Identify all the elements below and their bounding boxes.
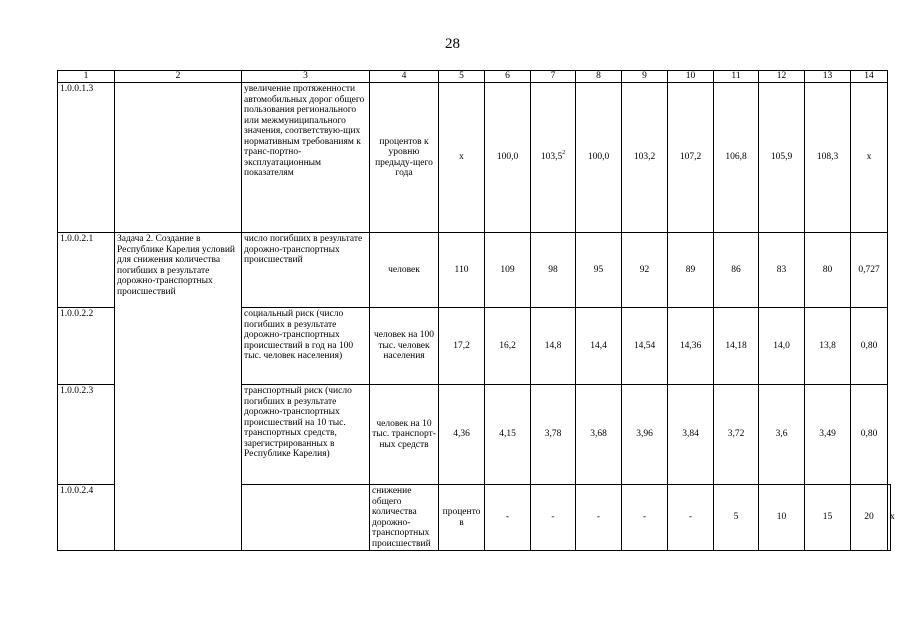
row-code: 1.0.0.2.2	[58, 308, 115, 385]
value-cell: 14,0	[759, 308, 805, 385]
indicator-name: транспортный риск (число погибших в результате дорожно-транспортных происшествий на 10 тыс. транспортных средств, зарегистрированных в Республике Карелия)	[242, 385, 370, 485]
value-cell: 15	[805, 485, 851, 551]
row-code: 1.0.0.2.3	[58, 385, 115, 485]
header-cell: 10	[668, 71, 714, 83]
value-cell: 105,9	[759, 83, 805, 233]
value-cell: 80	[805, 233, 851, 308]
value-cell: 0,80	[851, 308, 888, 385]
row-code: 1.0.0.1.3	[58, 83, 115, 233]
indicator-name: снижение общего количества дорожно-транспортных происшествий	[370, 485, 439, 551]
value-cell: 95	[576, 233, 622, 308]
header-cell: 1	[58, 71, 115, 83]
indicator-name: увеличение протяженности автомобильных дорог общего пользования регионального или межмуниципального значения, соответствую-щих нормативным требованиям к транс-портно-эксплуатационным показателям	[242, 83, 370, 233]
unit-cell: человек	[370, 233, 439, 308]
value-cell: 16,2	[485, 308, 531, 385]
page-number: 28	[445, 36, 460, 52]
header-cell: 3	[242, 71, 370, 83]
task-cell-empty	[242, 485, 370, 551]
header-cell: 7	[531, 71, 576, 83]
value-cell: 4,36	[439, 385, 485, 485]
value-cell: -	[485, 485, 531, 551]
value-cell: 83	[759, 233, 805, 308]
value-cell: 92	[622, 233, 668, 308]
table-row	[58, 83, 891, 233]
value-cell: 3,68	[576, 385, 622, 485]
task-cell: Задача 2. Создание в Республике Карелия условий для снижения количества погибших в результате дорожно-транспортных происшествий	[115, 233, 242, 551]
value-cell: -	[531, 485, 576, 551]
footnote-mark: 2	[562, 150, 566, 157]
indicator-name: социальный риск (число погибших в результате дорожно-транспортных происшествий в год на 100 тыс. человек населения)	[242, 308, 370, 385]
value-cell: 103,2	[622, 83, 668, 233]
header-cell: 2	[115, 71, 242, 83]
value-cell	[531, 83, 576, 233]
unit-cell: человек на 10 тыс. транспорт-ных средств	[370, 385, 439, 485]
value-cell: 109	[485, 233, 531, 308]
value-cell: 0,727	[851, 233, 888, 308]
header-cell: 8	[576, 71, 622, 83]
value-cell: 14,54	[622, 308, 668, 385]
unit-cell: процентов к уровню предыду-щего года	[370, 83, 439, 233]
header-row	[58, 71, 891, 83]
value-cell: -	[622, 485, 668, 551]
value-cell: 106,8	[714, 83, 759, 233]
value-cell: -	[668, 485, 714, 551]
indicators-table	[57, 70, 895, 551]
value-cell: 3,72	[714, 385, 759, 485]
value-cell: х	[439, 83, 485, 233]
value-cell: 14,36	[668, 308, 714, 385]
value-cell: 100,0	[576, 83, 622, 233]
value-cell: 20	[851, 485, 888, 551]
value-cell: 10	[759, 485, 805, 551]
value-cell: 100,0	[485, 83, 531, 233]
value-cell: 3,84	[668, 385, 714, 485]
header-cell: 12	[759, 71, 805, 83]
header-cell: 4	[370, 71, 439, 83]
value-cell: 17,2	[439, 308, 485, 385]
header-cell: 14	[851, 71, 888, 83]
value-cell: 3,6	[759, 385, 805, 485]
header-cell: 5	[439, 71, 485, 83]
value-cell: 3,49	[805, 385, 851, 485]
value-cell: 98	[531, 233, 576, 308]
value-text: 103,5	[540, 152, 563, 163]
task-cell-empty	[115, 83, 242, 233]
value-cell: 107,2	[668, 83, 714, 233]
table-row	[58, 233, 891, 308]
row-code: 1.0.0.2.1	[58, 233, 115, 308]
value-cell: 0,80	[851, 385, 888, 485]
value-cell: 3,78	[531, 385, 576, 485]
indicator-name: число погибших в результате дорожно-транспортных происшествий	[242, 233, 370, 308]
header-cell: 11	[714, 71, 759, 83]
value-cell: 3,96	[622, 385, 668, 485]
value-cell: 13,8	[805, 308, 851, 385]
value-cell: 89	[668, 233, 714, 308]
value-cell: 14,18	[714, 308, 759, 385]
value-cell: х	[851, 83, 888, 233]
unit-cell: процентов	[439, 485, 485, 551]
header-cell: 13	[805, 71, 851, 83]
header-cell: 6	[485, 71, 531, 83]
value-cell: 108,3	[805, 83, 851, 233]
value-cell: -	[576, 485, 622, 551]
value-cell: 4,15	[485, 385, 531, 485]
value-cell: х	[888, 485, 891, 551]
value-cell: 14,4	[576, 308, 622, 385]
value-cell: 5	[714, 485, 759, 551]
value-cell: 110	[439, 233, 485, 308]
row-code: 1.0.0.2.4	[58, 485, 115, 551]
value-cell: 86	[714, 233, 759, 308]
header-cell: 9	[622, 71, 668, 83]
value-cell: 14,8	[531, 308, 576, 385]
unit-cell: человек на 100 тыс. человек населения	[370, 308, 439, 385]
